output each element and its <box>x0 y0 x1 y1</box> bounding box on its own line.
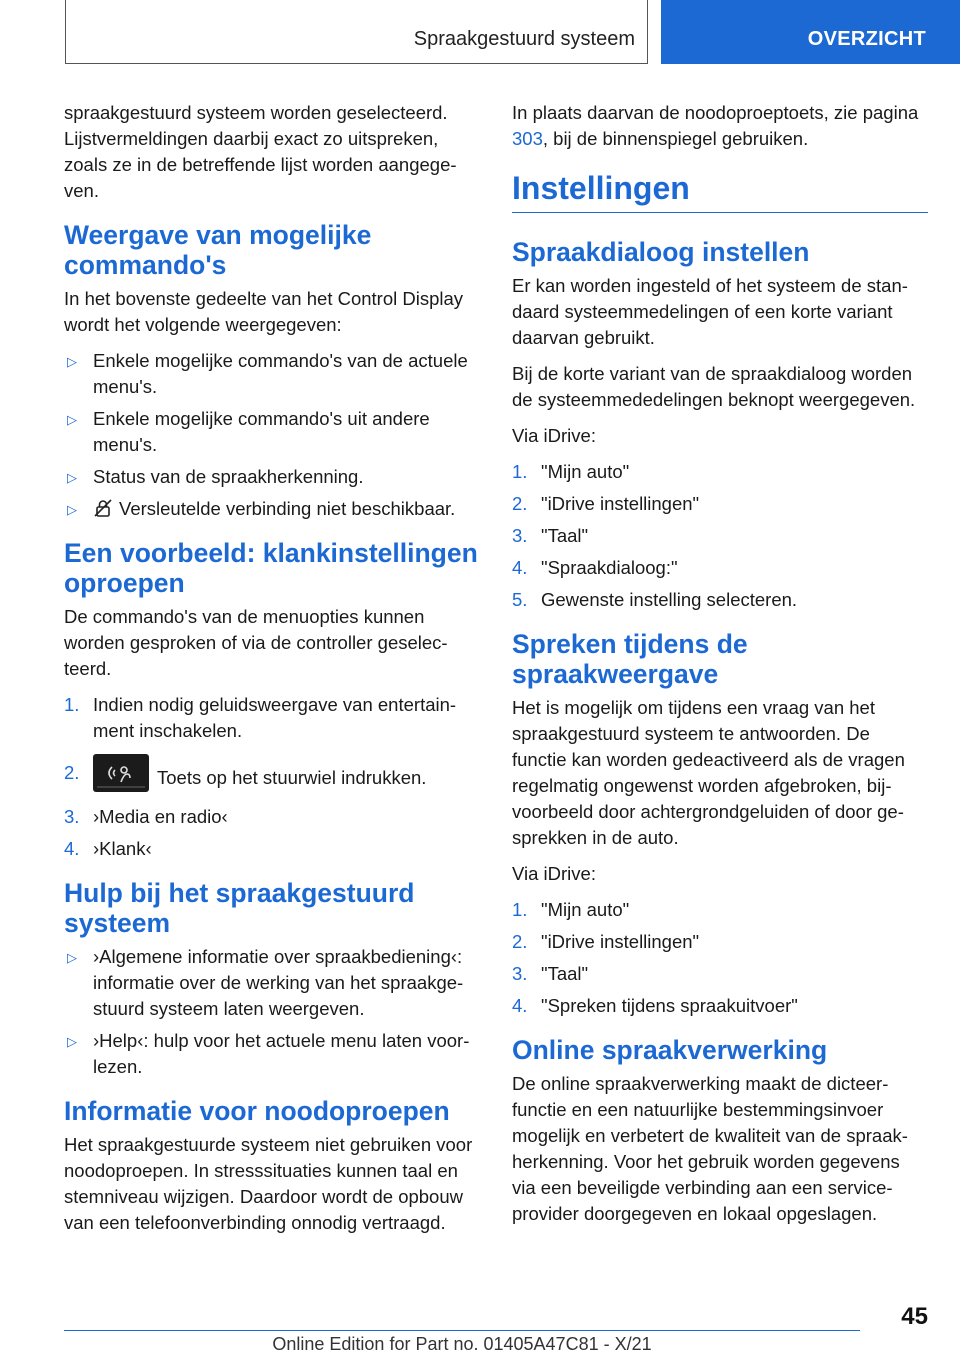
intro-paragraph: spraakgestuurd systeem worden geselecteerd. Lijstvermeldingen daarbij exact zo uitspreken, zoals ze in de betreffende lijst worden aangegeven. <box>64 102 457 201</box>
triangle-bullet-icon: ▷ <box>67 470 77 485</box>
steps-spreken <box>512 897 928 1019</box>
page-number: 45 <box>901 1303 928 1330</box>
header-section-title: Spraakgestuurd systeem <box>413 28 635 50</box>
paragraph-noodoproepen: Het spraakgestuurde systeem niet gebruiken voor noodoproepen. In stresssituaties kunnen taal en stemniveau wijzigen. Daardoor wordt de opbouw van een telefoonverbinding onnodig vertraagd. <box>64 1134 473 1233</box>
paragraph-online: De online spraakverwerking maakt de dicteerfunctie en een natuurlijke bestemmingsinvoer mogelijk en verbetert de kwaliteit van de spraakherkenning. Voor het gebruik worden gegevens via een beveiligde verbinding aan een serviceprovider doorgegeven en lokaal opgeslagen. <box>512 1073 908 1224</box>
via-idrive-label: Via iDrive: <box>512 863 596 884</box>
triangle-bullet-icon: ▷ <box>67 354 77 369</box>
paragraph-voorbeeld: De commando's van de menuopties kunnen worden gesproken of via de controller geselecteerd. <box>64 606 448 679</box>
header-tab-label: OVERZICHT <box>807 28 926 50</box>
list-item: 4. "Spreken tijdens spraakuitvoer" <box>512 995 798 1016</box>
list-item: 1. Indien nodig geluidsweergave van entertainment inschakelen. <box>64 694 457 741</box>
steering-voice-button-icon <box>93 754 149 792</box>
bullet-list-weergave <box>64 348 480 522</box>
heading-spraakdialoog: Spraakdialoog instellen <box>512 237 810 267</box>
paragraph-noodoproeptoets: In plaats daarvan de noodoproeptoets, zie pagina 303, bij de binnenspiegel gebruiken. <box>512 102 919 149</box>
list-item: 4. ›Klank‹ <box>64 838 152 859</box>
right-column <box>512 100 928 1237</box>
list-item: ▷ Versleutelde verbinding niet beschikbaar. <box>64 496 480 522</box>
bullet-list-hulp <box>64 944 480 1080</box>
list-item: ▷ Enkele mogelijke commando's van de actuele menu's. <box>67 350 468 397</box>
header-section-box <box>65 0 648 64</box>
list-item: ▷ ›Algemene informatie over spraakbediening‹: informatie over de werking van het spraakgestuurd systeem laten weergeven. <box>67 946 464 1019</box>
paragraph-spreken: Het is mogelijk om tijdens een vraag van het spraakgestuurd systeem te antwoorden. De functie kan worden gedeactiveerd als de vragen regelmatig ongewenst worden afgebroken, bijvoorbeeld door achtergrondgeluiden of door gesprekken in de auto. <box>512 697 905 848</box>
crossed-lock-icon <box>93 498 113 518</box>
heading-weergave: Weergave van mogelijke commando's <box>64 220 372 280</box>
footer-edition: Online Edition for Part no. 01405A47C81 - X/21 <box>272 1334 652 1354</box>
list-item: ▷ Status van de spraakherkenning. <box>64 464 480 490</box>
heading-voorbeeld: Een voorbeeld: klankinstellingen oproepen <box>64 538 478 598</box>
list-item: 2. "iDrive instellingen" <box>512 493 700 514</box>
list-item: 2. Toets op het stuurwiel indrukken. <box>64 754 480 792</box>
steps-voorbeeld <box>64 692 480 862</box>
heading-online: Online spraakverwerking <box>512 1035 828 1065</box>
paragraph-dialoog-2: Bij de korte variant van de spraakdialoog worden de systeemmededelingen beknopt weergegeven. <box>512 363 916 410</box>
list-item: 3. "Taal" <box>512 963 589 984</box>
list-item: 1. "Mijn auto" <box>512 899 630 920</box>
list-item: 5. Gewenste instelling selecteren. <box>512 589 798 610</box>
list-item: 3. ›Media en radio‹ <box>64 806 228 827</box>
list-item: 1. "Mijn auto" <box>512 461 630 482</box>
triangle-bullet-icon: ▷ <box>67 1034 77 1049</box>
heading-noodoproepen: Informatie voor noodoproepen <box>64 1096 450 1126</box>
list-item: ▷ ›Help‹: hulp voor het actuele menu laten voorlezen. <box>67 1030 470 1077</box>
paragraph-weergave: In het bovenste gedeelte van het Control Display wordt het volgende weergegeven: <box>64 288 464 335</box>
triangle-bullet-icon: ▷ <box>67 950 77 965</box>
left-column <box>64 100 480 1246</box>
list-item: ▷ Enkele mogelijke commando's uit andere menu's. <box>67 408 430 455</box>
heading-instellingen: Instellingen <box>512 168 928 213</box>
triangle-bullet-icon: ▷ <box>67 502 77 517</box>
list-item: 3. "Taal" <box>512 525 589 546</box>
via-idrive-label: Via iDrive: <box>512 425 596 446</box>
triangle-bullet-icon: ▷ <box>67 412 77 427</box>
list-item: 4. "Spraakdialoog:" <box>512 557 678 578</box>
steps-dialoog <box>512 459 928 613</box>
heading-spreken: Spreken tijdens de spraakweergave <box>512 629 748 689</box>
heading-hulp: Hulp bij het spraakgestuurd systeem <box>64 878 415 938</box>
list-item: 2. "iDrive instellingen" <box>512 931 700 952</box>
header-tab[interactable] <box>661 0 960 64</box>
paragraph-dialoog-1: Er kan worden ingesteld of het systeem de standaard systeemmedelingen of een korte variant daarvan gebruikt. <box>512 275 908 348</box>
page-link[interactable]: 303 <box>512 128 543 149</box>
footer-divider <box>64 1330 860 1331</box>
